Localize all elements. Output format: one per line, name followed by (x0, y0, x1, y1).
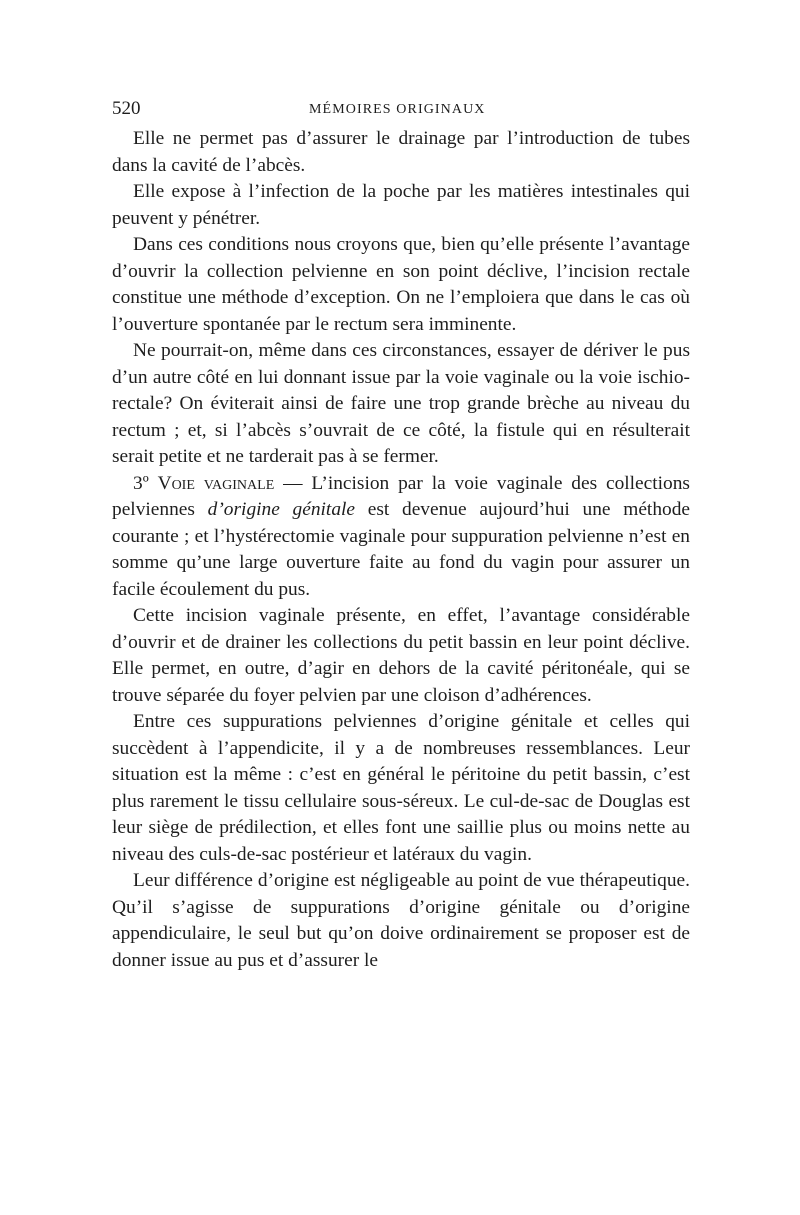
italic-phrase: d’origine génitale (207, 499, 356, 520)
page-header (112, 98, 690, 126)
section-number: 3º (133, 472, 149, 494)
paragraph-text: Elle ne permet pas d’assurer le drainage par l’introduction de tubes dans la cavité de l’abcès. (112, 128, 690, 176)
paragraph-text: Dans ces conditions nous croyons que, bien qu’elle présente l’avantage d’ouvrir la collection pelvienne en son point déclive, l’incision rectale constitue une méthode d’exception. On ne l’emploiera que dans le cas où l’ouverture spontanée par le rectum sera imminente. (112, 234, 690, 335)
paragraph-text: est devenue aujourd’hui une méthode courante ; et l’hystérectomie vaginale pour suppuration pelvienne n’est en somme qu’une large ouverture faite au fond du vagin pour assurer un facile écoulement du pus. (112, 499, 691, 600)
paragraph-text: Cette incision vaginale présente, en effet, l’avantage considérable d’ouvrir et de drainer les collections du petit bassin en leur point déclive. Elle permet, en outre, d’agir en dehors de la cavité péritonéale, qui se trouve séparée du foyer pelvien par une cloison d’adhérences. (112, 605, 690, 706)
paragraph-text: Leur différence d’origine est négligeable au point de vue thérapeutique. Qu’il s’agisse de suppurations d’origine génitale ou d’origine appendiculaire, le seul but qu’on doive ordinairement se proposer est de donner issue au pus et d’assurer le (112, 870, 690, 971)
body-text (112, 126, 690, 974)
paragraph (112, 179, 690, 232)
paragraph (112, 603, 690, 709)
paragraph (112, 868, 690, 974)
paragraph-text: Ne pourrait-on, même dans ces circonstances, essayer de dériver le pus d’un autre côté en lui donnant issue par la voie vaginale ou la voie ischio-rectale? On éviterait ainsi de faire une trop grande brèche au niveau du rectum ; et, si l’abcès s’ouvrait de ce côté, la fistule qui en résulterait serait petite et ne tarderait pas à se fermer. (112, 340, 690, 467)
paragraph-text: — L’incision par la voie vaginale des collections pelviennes (112, 472, 690, 520)
paragraph (112, 338, 690, 471)
paragraph (112, 126, 690, 179)
section-heading: Voie vaginale (157, 472, 275, 494)
paragraph-text: Elle expose à l’infection de la poche par les matières intestinales qui peuvent y pénétrer. (112, 181, 690, 229)
paragraph (112, 709, 690, 868)
paragraph-text: Entre ces suppurations pelviennes d’origine génitale et celles qui succèdent à l’appendicite, il y a de nombreuses ressemblances. Leur situation est la même : c’est en général le péritoine du petit bassin, c’est plus rarement le tissu cellulaire sous-séreux. Le cul-de-sac de Douglas est leur siège de prédilection, et elles font une saillie plus ou moins nette au niveau des culs-de-sac postérieur et latéraux du vagin. (112, 711, 690, 865)
section-paragraph (112, 471, 690, 604)
paragraph (112, 232, 690, 338)
running-head: MÉMOIRES ORIGINAUX (309, 102, 486, 117)
page-number: 520 (112, 98, 141, 119)
